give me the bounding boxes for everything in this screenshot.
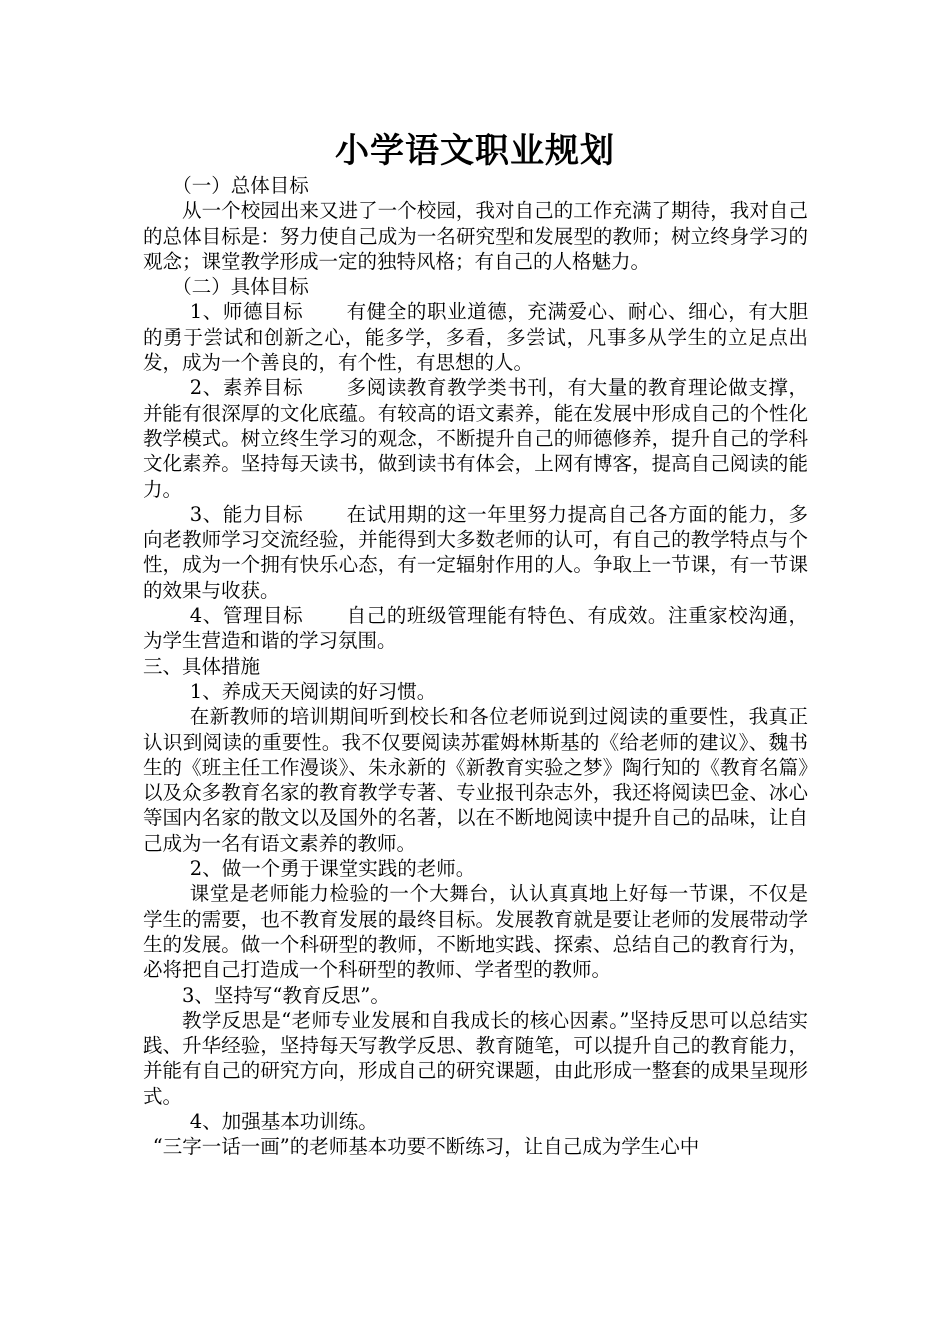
management-goal-text: 自己的班级管理能有特色、有成效。注重家校沟通，为学生营造和谐的学习氛围。: [143, 604, 808, 653]
reflection-paragraph: 教学反思是“老师专业发展和自我成长的核心因素。”坚持反思可以总结实践、升华经验，坚持每天写教学反思、教育随笔，可以提升自己的教育能力，并能有自己的研究方向，形成自己的研究课题，由此形成一整套的成果呈现形式。: [143, 1008, 808, 1108]
specific-goal-heading: （二）具体目标: [172, 275, 309, 299]
document-title: 小学语文职业规划: [335, 131, 615, 171]
management-goal-paragraph: [143, 603, 808, 654]
reading-habit-paragraph: 在新教师的培训期间听到校长和各位老师说到过阅读的重要性，我真正认识到阅读的重要性。我不仅要阅读苏霍姆林斯基的《给老师的建议》、魏书生的《班主任工作漫谈》、朱永新的《新教育实验之梦》陶行知的《教育名篇》以及众多教育名家的教育教学专著、专业报刊杂志外，我还将阅读巴金、冰心等国内名家的散文以及国外的名著，以在不断地阅读中提升自己的品味，让自己成为一名有语文素养的教师。: [143, 705, 808, 855]
ability-goal-label: 3、能力目标: [189, 502, 304, 526]
measures-heading: 三、具体措施: [143, 654, 261, 678]
classroom-practice-paragraph: 课堂是老师能力检验的一个大舞台，认认真真地上好每一节课，不仅是学生的需要，也不教育发展的最终目标。发展教育就是要让老师的发展带动学生的发展。做一个科研型的教师，不断地实践、探索、总结自己的教育行为，必将把自己打造成一个科研型的教师、学者型的教师。: [143, 882, 808, 982]
ethics-goal-text: 有健全的职业道德，充满爱心、耐心、细心，有大胆的勇于尝试和创新之心，能多学，多看，多尝试，凡事多从学生的立足点出发，成为一个善良的，有个性，有思想的人。: [143, 300, 808, 375]
ability-goal-text: 在试用期的这一年里努力提高自己各方面的能力，多向老教师学习交流经验，并能得到大多数老师的认可，有自己的教学特点与个性，成为一个拥有快乐心态，有一定辐射作用的人。争取上一节课，有一节课的效果与收获。: [143, 502, 808, 602]
reflection-heading: 3、坚持写“教育反思”。: [182, 983, 390, 1007]
ability-goal-paragraph: [143, 502, 808, 603]
ethics-goal-label: 1、师德目标: [189, 300, 304, 324]
document-body: [143, 173, 808, 1160]
ethics-goal-paragraph: [143, 299, 808, 375]
literacy-goal-label: 2、素养目标: [189, 376, 304, 400]
literacy-goal-text: 多阅读教育教学类书刊，有大量的教育理论做支撑，并能有很深厚的文化底蕴。有较高的语文素养，能在发展中形成自己的个性化教学模式。树立终生学习的观念，不断提升自己的师德修养，提升自己的学科文化素养。坚持每天读书，做到读书有体会，上网有博客，提高自己阅读的能力。: [143, 376, 808, 501]
literacy-goal-paragraph: [143, 375, 808, 501]
general-goal-paragraph: 从一个校园出来又进了一个校园，我对自己的工作充满了期待，我对自己的总体目标是：努力使自己成为一名研究型和发展型的教师；树立终身学习的观念；课堂教学形成一定的独特风格；有自己的人格魅力。: [143, 199, 808, 273]
basic-skills-heading: 4、加强基本功训练。: [189, 1109, 378, 1133]
reading-habit-heading: 1、养成天天阅读的好习惯。: [189, 679, 437, 703]
general-goal-heading: （一）总体目标: [172, 174, 309, 197]
management-goal-label: 4、管理目标: [189, 604, 304, 628]
basic-skills-paragraph: “三字一话一画”的老师基本功要不断练习，让自己成为学生心中: [152, 1135, 700, 1159]
classroom-practice-heading: 2、做一个勇于课堂实践的老师。: [189, 857, 476, 881]
